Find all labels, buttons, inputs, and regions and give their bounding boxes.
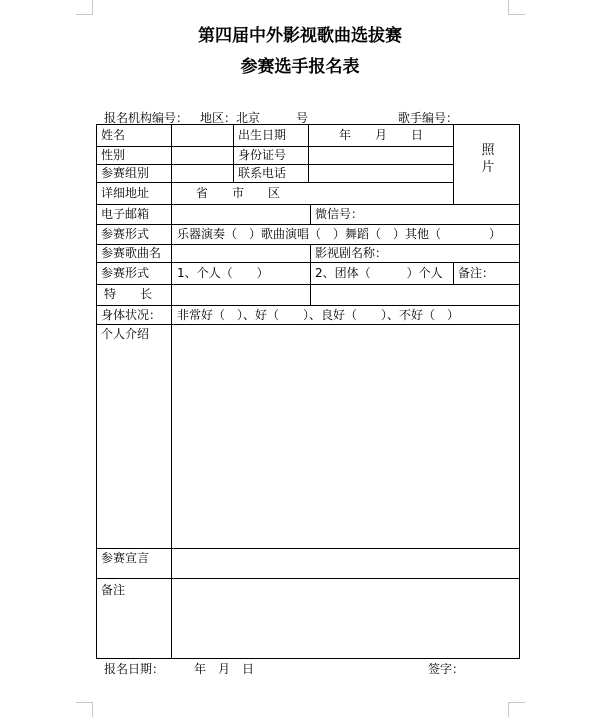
col-divider	[310, 244, 311, 305]
health-label: 身体状况：	[101, 308, 162, 322]
address-label: 详细地址	[101, 186, 150, 200]
page-corner-mark	[76, 702, 93, 717]
document-subtitle: 参赛选手报名表	[240, 57, 360, 77]
registration-date-field[interactable]: 年 月 日	[194, 662, 255, 676]
page-corner-mark	[508, 702, 525, 717]
row-divider	[96, 224, 520, 225]
film-name-label: 影视剧名称：	[315, 246, 388, 260]
document-title: 第四届中外影视歌曲选拔赛	[198, 26, 402, 46]
declaration-label: 参赛宣言	[101, 551, 150, 565]
number-suffix: 号	[296, 111, 309, 125]
group-label: 参赛组别	[101, 166, 150, 180]
participation-type-label: 参赛形式	[101, 266, 150, 280]
row-divider	[96, 548, 520, 549]
region-label: 地区：北京	[200, 111, 261, 125]
phone-label: 联系电话	[238, 166, 287, 180]
individual-option[interactable]: 1、个人（ ）	[177, 266, 269, 280]
col-divider	[310, 204, 311, 224]
org-code-label: 报名机构编号：	[104, 111, 189, 125]
col-divider	[453, 262, 454, 284]
id-number-label: 身份证号	[238, 148, 287, 162]
row-divider	[96, 146, 453, 147]
row-divider	[96, 324, 520, 325]
group-option[interactable]: 2、团体（ ）个人	[315, 266, 443, 280]
signature-label: 签字：	[428, 662, 465, 676]
registration-date-label: 报名日期：	[104, 662, 165, 676]
email-label: 电子邮箱	[101, 207, 150, 221]
row-divider	[96, 182, 453, 183]
wechat-label: 微信号：	[315, 207, 364, 221]
singer-no-label: 歌手编号：	[398, 111, 459, 125]
row-divider	[96, 284, 520, 285]
gender-label: 性别	[101, 148, 126, 162]
col-divider	[453, 124, 454, 204]
personal-intro-label: 个人介绍	[101, 327, 150, 341]
birth-date-label: 出生日期	[238, 128, 287, 142]
row-divider	[96, 262, 520, 263]
participation-form-label: 参赛形式	[101, 227, 150, 241]
col-divider	[233, 124, 234, 182]
row-divider	[96, 578, 520, 579]
participation-form-options[interactable]: 乐器演奏（ ）歌曲演唱（ ）舞蹈（ ）其他（ ）	[177, 227, 502, 241]
row-divider	[96, 305, 520, 306]
song-name-label: 参赛歌曲名	[101, 246, 162, 260]
page-corner-mark	[508, 0, 525, 15]
remark-inline-label: 备注：	[458, 266, 495, 280]
col-divider	[308, 124, 309, 182]
remarks-label: 备注	[101, 583, 126, 597]
photo-label: 照	[481, 143, 495, 158]
col-divider	[171, 124, 172, 659]
name-label: 姓名	[101, 128, 126, 142]
page-corner-mark	[76, 0, 93, 15]
birth-date-field[interactable]: 年 月 日	[339, 128, 424, 142]
row-divider	[96, 244, 520, 245]
row-divider	[96, 164, 453, 165]
photo-label: 片	[481, 160, 495, 175]
health-options[interactable]: 非常好（ ）、好（ ）、良好（ ）、不好（ ）	[177, 308, 460, 322]
specialty-label: 特 长	[104, 287, 153, 301]
row-divider	[96, 204, 520, 205]
address-field[interactable]: 省 市 区	[196, 186, 281, 200]
